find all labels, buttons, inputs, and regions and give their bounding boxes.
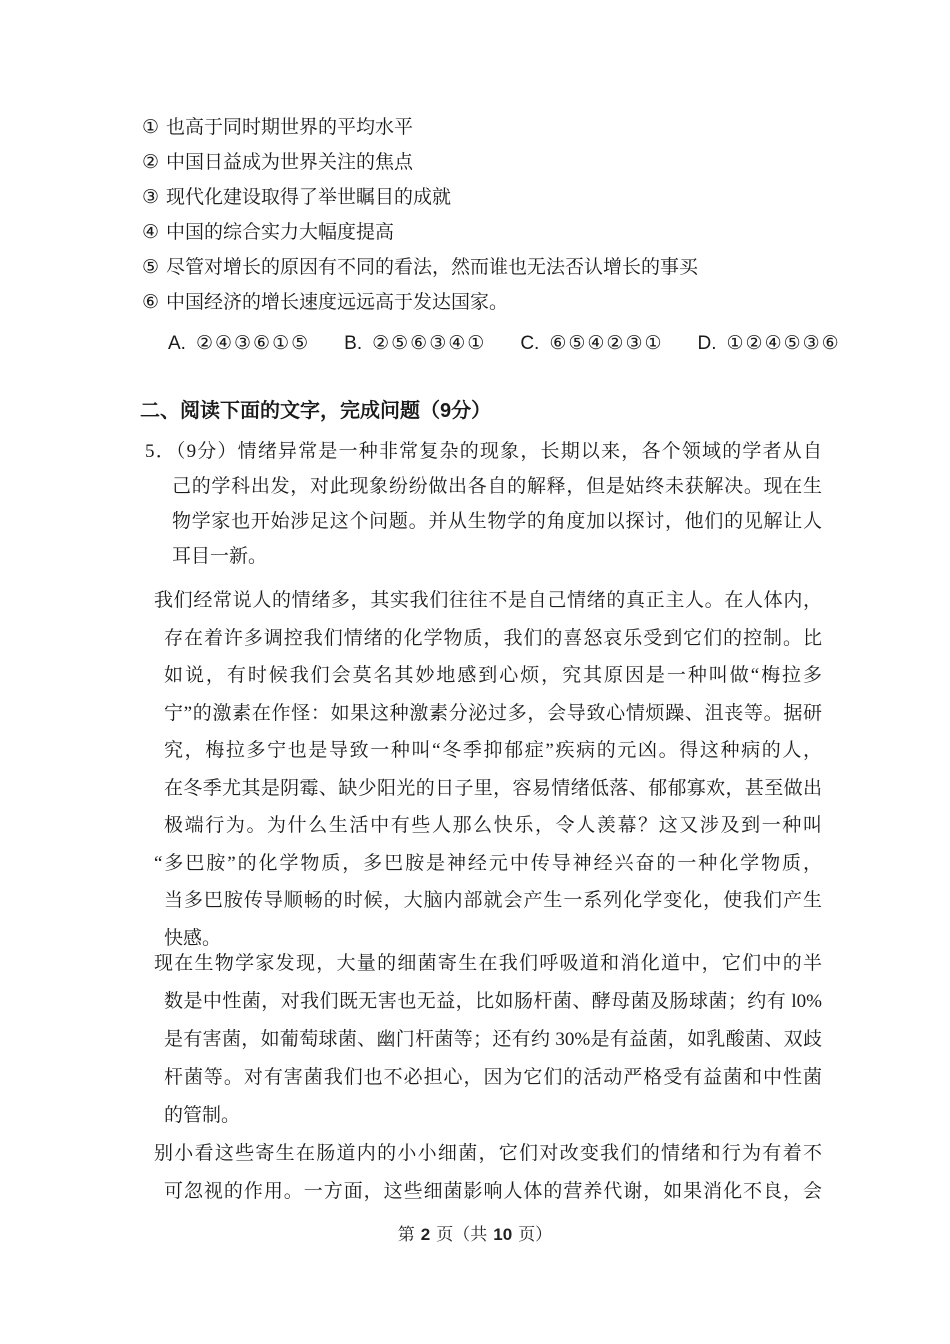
question-5-intro [145,434,822,574]
list-item [142,285,698,320]
text-line: 5．（9分）情绪异常是一种非常复杂的现象，长期以来，各个领域的学者从自 [145,441,822,462]
text-line: 存在着许多调控我们情绪的化学物质，我们的喜怒哀乐受到它们的控制。比 [164,627,822,649]
list-item-text: 中国经济的增长速度远远高于发达国家。 [166,292,509,313]
text-line: 究，梅拉多宁也是导致一种叫“冬季抑郁症”疾病的元凶。得这种病的人， [164,740,822,761]
sentence-order-list [142,110,698,320]
footer-suffix: 页） [518,1225,553,1244]
circled-number: ⑤ [142,257,160,278]
list-item-text: 现代化建设取得了举世瞩目的成就 [166,187,452,208]
text-line: 别小看这些寄生在肠道内的小小细菌，它们对改变我们的情绪和行为有着不 [154,1143,822,1164]
circled-number: ③ [142,187,160,208]
list-item-text: 尽管对增长的原因有不同的看法，然而谁也无法否认增长的事买 [166,257,699,278]
circled-number: ① [142,117,160,138]
circled-number: ⑥ [142,292,160,313]
circled-number: ④ [142,222,160,243]
choice-value: ②④③⑥①⑤ [195,333,311,354]
text-line: 如说，有时候我们会莫名其妙地感到心烦，究其原因是一种叫做“梅拉多 [164,665,822,686]
text-line: 数是中性菌，对我们既无害也无益，比如肠杆菌、酵母菌及肠球菌；约有 l0% [164,991,822,1012]
footer-middle: 页（共 [436,1225,488,1244]
section-heading: 二、阅读下面的文字，完成问题（9分） [140,400,492,422]
text-line: 极端行为。为什么生活中有些人那么快乐，令人羡幕？这又涉及到一种叫 [164,815,822,836]
text-line: 杆菌等。对有害菌我们也不必担心，因为它们的活动严格受有益菌和中性菌 [164,1067,822,1088]
choice-value: ①②④⑤③⑥ [726,333,841,354]
choice-label: B. [344,333,363,354]
text-line: 快感。 [164,927,222,949]
total-pages: 10 [493,1225,513,1244]
page-number: 2 [420,1225,431,1244]
text-line: 我们经常说人的情绪多，其实我们往往不是自己情绪的真正主人。在人体内， [154,590,822,611]
text-line: 耳目一新。 [172,546,268,567]
answer-choice-a [168,326,310,361]
answer-choices-row [168,326,841,361]
list-item-text: 中国日益成为世界关注的焦点 [166,152,414,173]
list-item [142,180,698,215]
list-item [142,145,698,180]
text-line: 的管制。 [164,1105,241,1126]
choice-value: ⑥⑤④②③① [549,333,664,354]
list-item [142,110,698,145]
text-line: 在冬季尤其是阴霉、缺少阳光的日子里，容易情绪低落、郁郁寡欢，甚至做出 [164,777,822,799]
choice-label: A. [168,333,186,354]
footer-prefix: 第 [397,1225,415,1244]
choice-label: D. [697,333,717,354]
text-line: 宁”的激素在作怪：如果这种激素分泌过多，会导致心情烦躁、沮丧等。据研 [164,702,822,724]
text-line: 物学家也开始涉足这个问题。并从生物学的角度加以探讨，他们的见解让人 [172,511,822,532]
text-line: 当多巴胺传导顺畅的时候，大脑内部就会产生一系列化学变化，使我们产生 [164,890,822,911]
text-line: 是有害菌，如葡萄球菌、幽门杆菌等；还有约 30%是有益菌，如乳酸菌、双歧 [164,1029,822,1050]
text-line: 可忽视的作用。一方面，这些细菌影响人体的营养代谢，如果消化不良，会 [164,1181,822,1202]
list-item-text: 也高于同时期世界的平均水平 [166,117,414,138]
list-item [142,215,698,250]
choice-label: C. [520,333,540,354]
passage-paragraph-3 [154,945,822,1135]
text-line: “多巴胺”的化学物质，多巴胺是神经元中传导神经兴奋的一种化学物质， [154,852,822,874]
text-line: 己的学科出发，对此现象纷纷做出各自的解释，但是姑终未获解决。现在生 [172,476,822,497]
page-footer [0,1222,950,1248]
list-item [142,250,698,285]
answer-choice-d [698,326,841,361]
answer-choice-c [520,326,663,361]
choice-value: ②⑤⑥③④① [372,333,487,354]
answer-choice-b [344,326,486,361]
circled-number: ② [142,152,160,173]
text-line: 现在生物学家发现，大量的细菌寄生在我们呼吸道和消化道中，它们中的半 [154,953,822,974]
passage-paragraph-2 [154,582,822,957]
passage-paragraph-4 [154,1135,822,1211]
list-item-text: 中国的综合实力大幅度提高 [166,222,395,243]
